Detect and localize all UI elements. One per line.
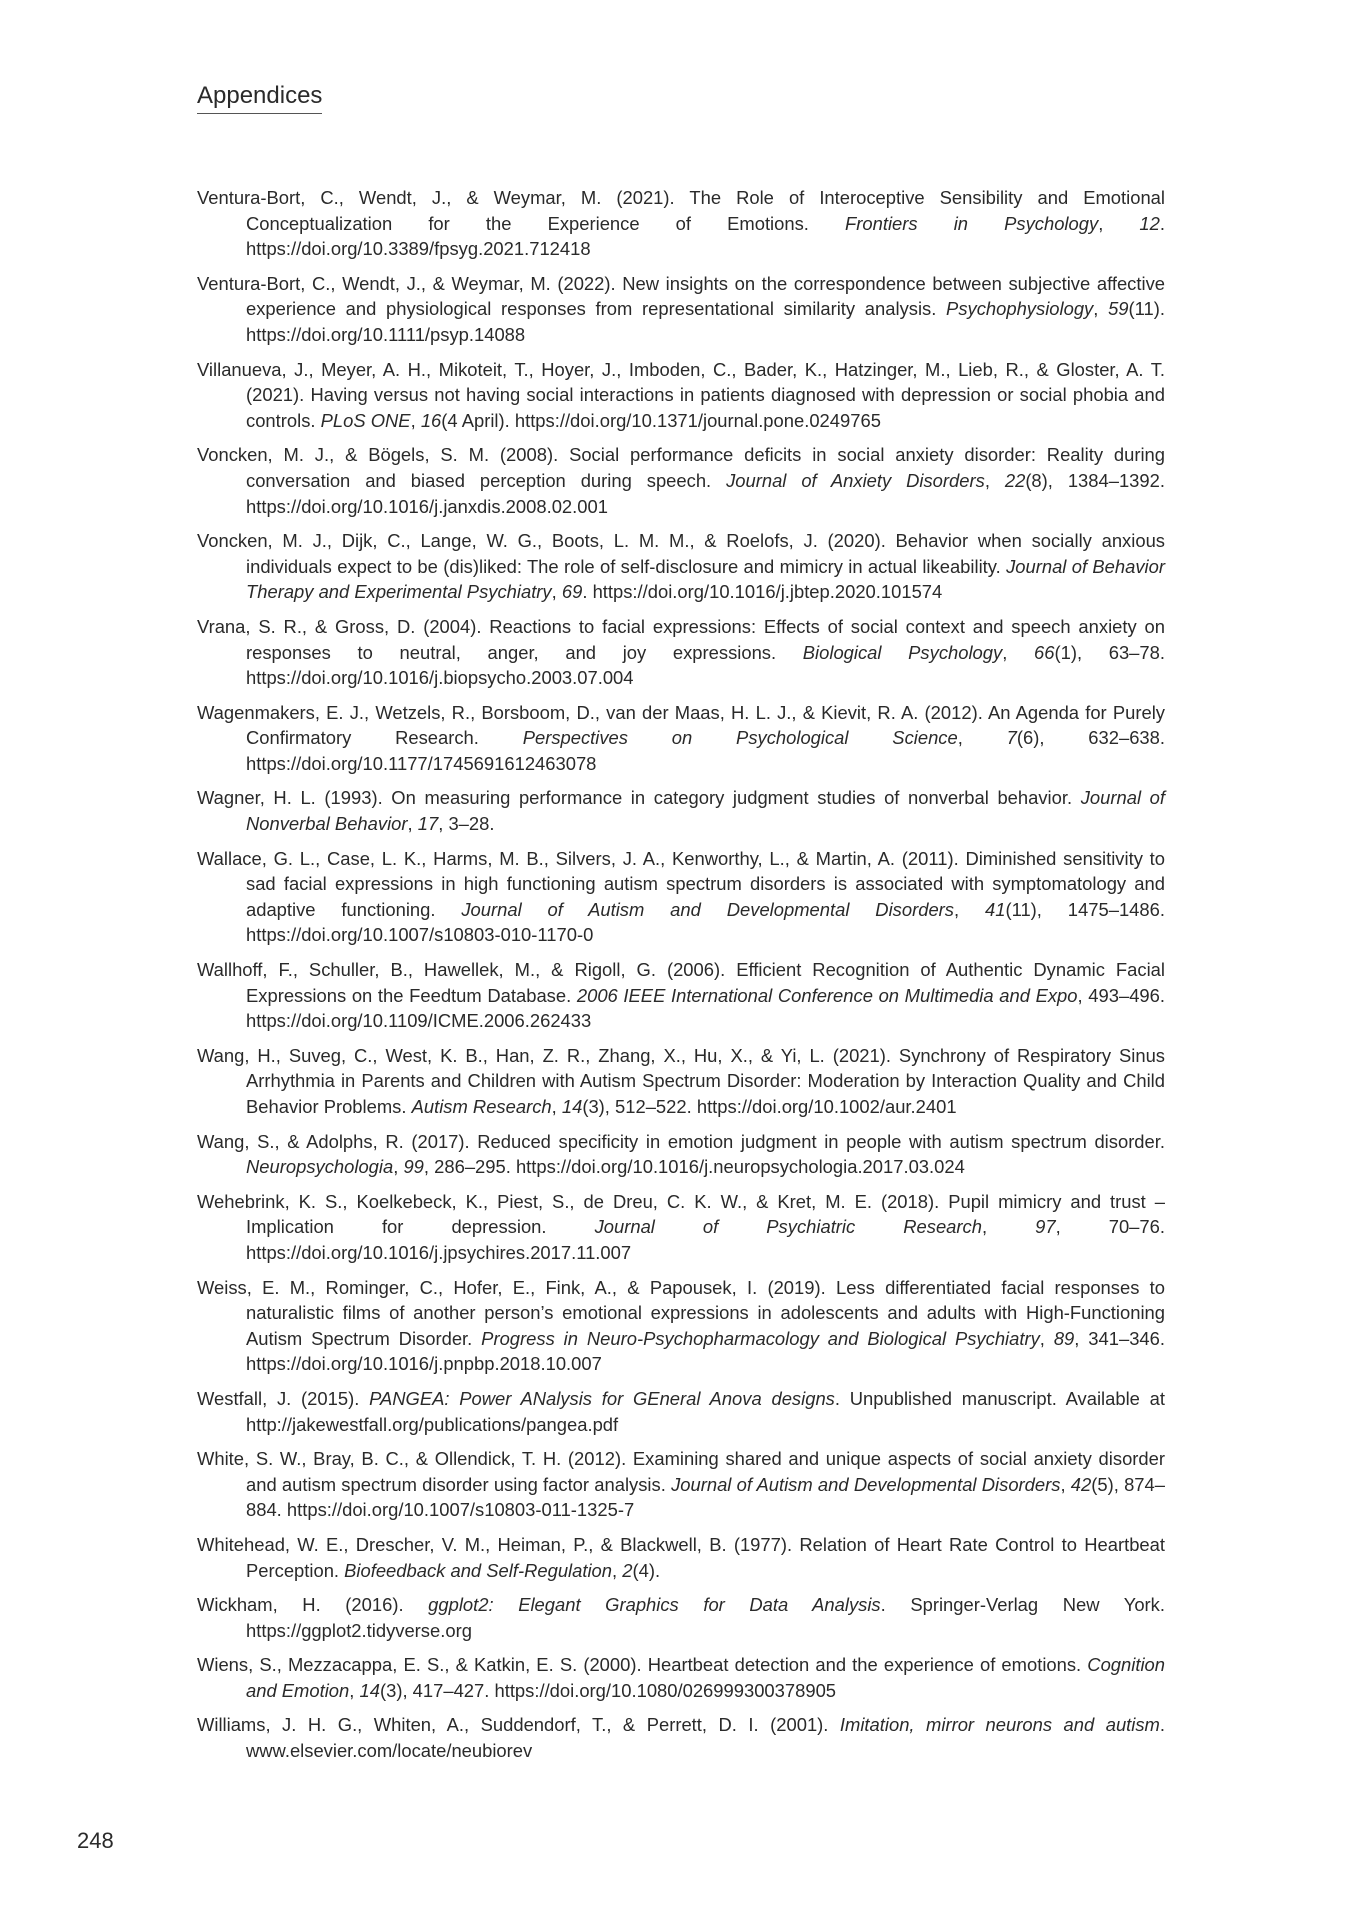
- reference-source: PLoS ONE: [320, 409, 411, 431]
- reference-text: Ventura-Bort, C., Wendt, J., & Weymar, M. (2022). New insights on the correspondence between subjective affective experience and physiological responses from representational similarity analysis.: [197, 272, 1165, 320]
- reference-volume: 41: [985, 898, 1006, 920]
- reference-text: ,: [551, 581, 562, 603]
- reference-text: , 3–28.: [438, 813, 495, 835]
- reference-source: Biological Psychology: [802, 641, 1003, 663]
- reference-volume: 14: [561, 1096, 583, 1117]
- reference-text: Wang, H., Suveg, C., West, K. B., Han, Z. R., Zhang, X., Hu, X., & Yi, L. (2021). Synchrony of Respiratory Sinus Arrhythmia in Parents and Children with Autism Spectrum Disorder: Moderation by Interaction Quality and Child Behavior Problems.: [197, 1044, 1165, 1117]
- reference-entry: [197, 185, 1165, 262]
- reference-volume: 17: [417, 813, 439, 835]
- reference-entry: [197, 700, 1165, 777]
- reference-source: Cognition and Emotion: [246, 1654, 1165, 1701]
- reference-source: 2006 IEEE International Conference on Multimedia and Expo: [576, 984, 1078, 1006]
- reference-text: ,: [1002, 641, 1034, 663]
- reference-source: Journal of Behavior Therapy and Experimental Psychiatry: [246, 555, 1165, 603]
- reference-text: Ventura-Bort, C., Wendt, J., & Weymar, M. (2021). The Role of Interoceptive Sensibility and Emotional Conceptualization for the Experience of Emotions.: [197, 187, 1165, 234]
- reference-text: Villanueva, J., Meyer, A. H., Mikoteit, T., Hoyer, J., Imboden, C., Bader, K., Hatzinger, M., Lieb, R., & Gloster, A. T. (2021). Having versus not having social interactions in patients diagnosed with depression or social phobia and controls.: [197, 358, 1165, 431]
- reference-source: Autism Research: [411, 1096, 552, 1117]
- reference-entry: [197, 1532, 1165, 1583]
- reference-text: ,: [1098, 212, 1140, 234]
- reference-volume: 7: [1006, 727, 1017, 749]
- reference-entry: [197, 1446, 1165, 1523]
- page-number: 248: [77, 1828, 114, 1853]
- reference-entry: [197, 528, 1165, 605]
- reference-entry: [197, 1189, 1165, 1266]
- reference-text: Vrana, S. R., & Gross, D. (2004). Reactions to facial expressions: Effects of social context and speech anxiety on responses to neutral, anger, and joy expressions.: [197, 615, 1165, 663]
- reference-text: (8), 1384–1392. https://doi.org/10.1016/j.janxdis.2008.02.001: [246, 469, 1165, 517]
- reference-text: Voncken, M. J., & Bögels, S. M. (2008). Social performance deficits in social anxiety disorder: Reality during conversation and biased perception during speech.: [197, 444, 1165, 491]
- reference-entry: [197, 1275, 1165, 1377]
- reference-volume: 14: [359, 1679, 380, 1701]
- reference-entry: [197, 1386, 1165, 1437]
- reference-volume: 69: [561, 581, 583, 603]
- reference-entry: [197, 271, 1165, 348]
- reference-volume: 42: [1070, 1473, 1092, 1495]
- reference-entry: [197, 1652, 1165, 1703]
- reference-volume: 99: [403, 1156, 424, 1178]
- reference-text: Weiss, E. M., Rominger, C., Hofer, E., Fink, A., & Papousek, I. (2019). Less differentiated facial responses to naturalistic films of another person’s emotional expressions in adolescents and adults with High-Functioning Autism Spectrum Disorder.: [197, 1276, 1165, 1349]
- reference-source: PANGEA: Power ANalysis for GEneral Anova designs: [369, 1387, 835, 1409]
- reference-entry: [197, 785, 1165, 836]
- reference-text: . Unpublished manuscript. Available at http://jakewestfall.org/publications/pangea.pdf: [246, 1387, 1165, 1435]
- reference-text: . https://doi.org/10.3389/fpsyg.2021.712418: [246, 212, 1166, 260]
- reference-source: Frontiers in Psychology: [845, 212, 1099, 234]
- reference-entry: [197, 442, 1165, 519]
- reference-text: (4 April). https://doi.org/10.1371/journal.pone.0249765: [441, 409, 881, 431]
- reference-volume: 12: [1139, 212, 1160, 234]
- running-head: Appendices: [197, 80, 322, 114]
- reference-entry: [197, 1129, 1165, 1180]
- reference-text: White, S. W., Bray, B. C., & Ollendick, T. H. (2012). Examining shared and unique aspects of social anxiety disorder and autism spectrum disorder using factor analysis.: [197, 1448, 1165, 1495]
- reference-text: . Springer-Verlag New York. https://ggplot2.tidyverse.org: [246, 1594, 1165, 1641]
- reference-text: (6), 632–638. https://doi.org/10.1177/1745691612463078: [246, 727, 1165, 774]
- reference-entry: [197, 846, 1165, 948]
- reference-text: , 70–76. https://doi.org/10.1016/j.jpsychires.2017.11.007: [246, 1216, 1165, 1263]
- reference-text: Wang, S., & Adolphs, R. (2017). Reduced specificity in emotion judgment in people with autism spectrum disorder.: [197, 1130, 1165, 1152]
- reference-text: (3), 417–427. https://doi.org/10.1080/026999300378905: [379, 1679, 837, 1701]
- reference-text: . https://doi.org/10.1016/j.jbtep.2020.101574: [582, 581, 943, 603]
- reference-text: Voncken, M. J., Dijk, C., Lange, W. G., Boots, L. M. M., & Roelofs, J. (2020). Behavior when socially anxious individuals expect to be (dis)liked: The role of self-disclosure and mimicry in actual likeability.: [197, 530, 1165, 577]
- reference-source: Perspectives on Psychological Science: [522, 727, 958, 749]
- reference-text: (11). https://doi.org/10.1111/psyp.14088: [246, 298, 1165, 345]
- reference-entry: [197, 614, 1165, 691]
- reference-text: Wickham, H. (2016).: [197, 1594, 429, 1616]
- reference-text: , 341–346. https://doi.org/10.1016/j.pnpbp.2018.10.007: [246, 1327, 1165, 1375]
- reference-text: (5), 874–884. https://doi.org/10.1007/s10803-011-1325-7: [246, 1473, 1165, 1521]
- reference-text: Wiens, S., Mezzacappa, E. S., & Katkin, E. S. (2000). Heartbeat detection and the experience of emotions.: [197, 1654, 1088, 1676]
- reference-entry: [197, 957, 1165, 1034]
- reference-text: Wagenmakers, E. J., Wetzels, R., Borsboom, D., van der Maas, H. L. J., & Kievit, R. A. (2012). An Agenda for Purely Confirmatory Research.: [197, 701, 1165, 749]
- reference-text: ,: [1093, 298, 1109, 320]
- reference-source: Progress in Neuro-Psychopharmacology and Biological Psychiatry: [481, 1327, 1040, 1349]
- reference-volume: 97: [1035, 1216, 1056, 1238]
- reference-volume: 89: [1053, 1327, 1075, 1349]
- reference-text: (4).: [632, 1559, 661, 1581]
- reference-source: Imitation, mirror neurons and autism: [839, 1714, 1160, 1736]
- reference-text: ,: [957, 727, 1007, 749]
- reference-text: Williams, J. H. G., Whiten, A., Suddendorf, T., & Perrett, D. I. (2001).: [197, 1714, 840, 1736]
- reference-source: Journal of Autism and Developmental Disorders: [671, 1473, 1061, 1495]
- reference-text: ,: [393, 1156, 404, 1178]
- reference-volume: 2: [622, 1559, 633, 1581]
- reference-text: (1), 63–78. https://doi.org/10.1016/j.biopsycho.2003.07.004: [246, 641, 1165, 689]
- reference-text: , 493–496. https://doi.org/10.1109/ICME.2006.262433: [246, 984, 1165, 1032]
- reference-text: ,: [984, 469, 1005, 491]
- reference-text: , 286–295. https://doi.org/10.1016/j.neuropsychologia.2017.03.024: [423, 1156, 965, 1178]
- reference-entry: [197, 1043, 1165, 1120]
- reference-text: (3), 512–522. https://doi.org/10.1002/aur.2401: [582, 1096, 957, 1117]
- reference-list: [197, 185, 1165, 1773]
- reference-entry: [197, 357, 1165, 434]
- reference-text: ,: [981, 1216, 1036, 1238]
- reference-source: Journal of Anxiety Disorders: [726, 469, 985, 491]
- reference-text: ,: [1039, 1327, 1054, 1349]
- reference-text: ,: [410, 409, 421, 431]
- reference-text: ,: [349, 1679, 360, 1701]
- reference-text: ,: [1060, 1473, 1071, 1495]
- reference-volume: 16: [420, 409, 442, 431]
- reference-text: ,: [407, 813, 418, 835]
- reference-volume: 22: [1004, 469, 1026, 491]
- reference-source: ggplot2: Elegant Graphics for Data Analysis: [428, 1594, 881, 1616]
- reference-text: Westfall, J. (2015).: [197, 1387, 370, 1409]
- reference-text: ,: [551, 1096, 562, 1117]
- reference-source: Biofeedback and Self-Regulation: [344, 1559, 613, 1581]
- reference-source: Journal of Nonverbal Behavior: [246, 787, 1165, 835]
- reference-text: Wallace, G. L., Case, L. K., Harms, M. B., Silvers, J. A., Kenworthy, L., & Martin, A. (2011). Diminished sensitivity to sad facial expressions in high functioning autism spectrum disorders is associated with symptomatology and adaptive functioning.: [197, 847, 1165, 920]
- reference-text: Wehebrink, K. S., Koelkebeck, K., Piest, S., de Dreu, C. K. W., & Kret, M. E. (2018). Pupil mimicry and trust – Implication for depression.: [197, 1190, 1165, 1238]
- reference-text: ,: [612, 1559, 623, 1581]
- reference-volume: 66: [1034, 641, 1055, 663]
- reference-text: ,: [954, 898, 985, 920]
- reference-text: (11), 1475–1486. https://doi.org/10.1007/s10803-010-1170-0: [246, 898, 1165, 946]
- reference-source: Journal of Autism and Developmental Disorders: [461, 898, 954, 920]
- reference-text: . www.elsevier.com/locate/neubiorev: [246, 1714, 1166, 1762]
- reference-source: Psychophysiology: [946, 298, 1094, 320]
- reference-source: Neuropsychologia: [246, 1156, 394, 1178]
- reference-entry: [197, 1712, 1165, 1763]
- reference-volume: 59: [1108, 298, 1129, 320]
- reference-entry: [197, 1592, 1165, 1643]
- reference-text: Whitehead, W. E., Drescher, V. M., Heiman, P., & Blackwell, B. (1977). Relation of Heart Rate Control to Heartbeat Perception.: [197, 1533, 1165, 1581]
- reference-source: Journal of Psychiatric Research: [594, 1216, 982, 1238]
- reference-text: Wagner, H. L. (1993). On measuring performance in category judgment studies of nonverbal behavior.: [197, 787, 1081, 809]
- reference-text: Wallhoff, F., Schuller, B., Hawellek, M., & Rigoll, G. (2006). Efficient Recognition of Authentic Dynamic Facial Expressions on the Feedtum Database.: [197, 959, 1165, 1006]
